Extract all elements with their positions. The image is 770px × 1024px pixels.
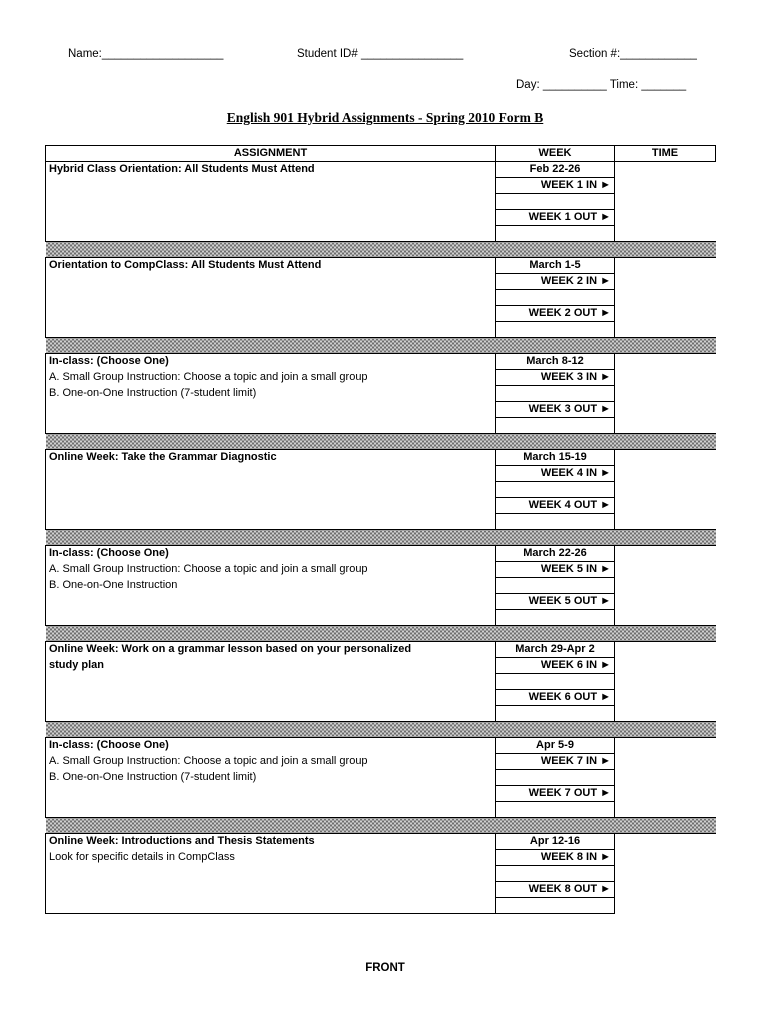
week-6-out-cell[interactable]: WEEK 6 OUT ► bbox=[496, 690, 615, 706]
table-row bbox=[46, 642, 716, 658]
column-header-time: TIME bbox=[615, 146, 716, 162]
separator-band bbox=[46, 530, 716, 546]
table-row bbox=[46, 290, 716, 306]
week-7-out-cell[interactable]: WEEK 7 OUT ► bbox=[496, 786, 615, 802]
table-row bbox=[46, 482, 716, 498]
week-2-dates: March 1-5 bbox=[496, 258, 615, 274]
week-8-blank-cell[interactable] bbox=[496, 898, 615, 914]
table-header-row bbox=[46, 146, 716, 162]
table-row bbox=[46, 882, 716, 898]
week-5-in-cell[interactable]: WEEK 5 IN ► bbox=[496, 562, 615, 578]
week-7-blank-cell[interactable] bbox=[496, 770, 615, 786]
assignment-line: Look for specific details in CompClass bbox=[46, 850, 496, 866]
table-row bbox=[46, 562, 716, 578]
time-cell[interactable] bbox=[615, 194, 716, 210]
table-row bbox=[46, 258, 716, 274]
assignment-line bbox=[46, 418, 496, 434]
week-1-out-cell[interactable]: WEEK 1 OUT ► bbox=[496, 210, 615, 226]
table-row bbox=[46, 306, 716, 322]
time-cell[interactable] bbox=[615, 786, 716, 802]
assignment-line: Online Week: Work on a grammar lesson based on your personalized bbox=[46, 642, 496, 658]
week-4-out-cell[interactable]: WEEK 4 OUT ► bbox=[496, 498, 615, 514]
time-cell[interactable] bbox=[615, 258, 716, 274]
assignment-line bbox=[46, 786, 496, 802]
time-cell[interactable] bbox=[615, 578, 716, 594]
week-6-dates: March 29-Apr 2 bbox=[496, 642, 615, 658]
time-cell[interactable] bbox=[615, 594, 716, 610]
table-row bbox=[46, 402, 716, 418]
assignment-line: Online Week: Introductions and Thesis Statements bbox=[46, 834, 496, 850]
separator-band bbox=[46, 242, 716, 258]
name-blank[interactable]: ___________________ bbox=[101, 48, 224, 60]
time-cell[interactable] bbox=[615, 562, 716, 578]
table-row bbox=[46, 450, 716, 466]
week-8-in-cell[interactable]: WEEK 8 IN ► bbox=[496, 850, 615, 866]
week-5-blank-cell[interactable] bbox=[496, 610, 615, 626]
assignment-line: In-class: (Choose One) bbox=[46, 546, 496, 562]
assignment-line bbox=[46, 402, 496, 418]
assignment-line: A. Small Group Instruction: Choose a topic and join a small group bbox=[46, 754, 496, 770]
assignment-line: Online Week: Take the Grammar Diagnostic bbox=[46, 450, 496, 466]
student-id-label: Student ID# bbox=[297, 48, 358, 60]
table-row bbox=[46, 354, 716, 370]
table-row bbox=[46, 850, 716, 866]
assignment-line bbox=[46, 466, 496, 482]
table-row bbox=[46, 610, 716, 626]
table-row bbox=[46, 834, 716, 850]
assignment-line: B. One-on-One Instruction (7-student limit) bbox=[46, 386, 496, 402]
section-field[interactable] bbox=[569, 48, 697, 60]
time-cell[interactable] bbox=[615, 514, 716, 530]
table-row bbox=[46, 658, 716, 674]
assignment-line bbox=[46, 882, 496, 898]
time-cell[interactable] bbox=[615, 210, 716, 226]
student-id-blank[interactable]: ________________ bbox=[360, 48, 464, 60]
time-cell[interactable] bbox=[615, 738, 716, 754]
assignment-line bbox=[46, 898, 496, 914]
separator-row bbox=[46, 818, 716, 834]
assignment-line bbox=[46, 322, 496, 338]
week-2-in-cell[interactable]: WEEK 2 IN ► bbox=[496, 274, 615, 290]
assignment-line: Hybrid Class Orientation: All Students Must Attend bbox=[46, 162, 496, 178]
week-1-blank-cell[interactable] bbox=[496, 226, 615, 242]
week-2-blank-cell[interactable] bbox=[496, 290, 615, 306]
table-row bbox=[46, 866, 716, 882]
time-cell[interactable] bbox=[615, 546, 716, 562]
section-label: Section #: bbox=[569, 48, 621, 60]
week-4-dates: March 15-19 bbox=[496, 450, 615, 466]
assignment-line bbox=[46, 610, 496, 626]
week-5-out-cell[interactable]: WEEK 5 OUT ► bbox=[496, 594, 615, 610]
time-cell[interactable] bbox=[615, 834, 716, 850]
separator-row bbox=[46, 626, 716, 642]
week-1-blank-cell[interactable] bbox=[496, 194, 615, 210]
name-field[interactable] bbox=[68, 48, 223, 60]
week-2-blank-cell[interactable] bbox=[496, 322, 615, 338]
table-row bbox=[46, 370, 716, 386]
table-row bbox=[46, 178, 716, 194]
time-cell[interactable] bbox=[615, 770, 716, 786]
document-title: English 901 Hybrid Assignments - Spring 2010 Form B bbox=[226, 110, 544, 125]
assignment-line bbox=[46, 674, 496, 690]
week-6-in-cell[interactable]: WEEK 6 IN ► bbox=[496, 658, 615, 674]
week-7-dates: Apr 5-9 bbox=[496, 738, 615, 754]
separator-row bbox=[46, 530, 716, 546]
time-cell[interactable] bbox=[615, 274, 716, 290]
time-cell[interactable] bbox=[615, 882, 716, 898]
assignment-table bbox=[45, 145, 716, 914]
assignment-line bbox=[46, 210, 496, 226]
assignment-line bbox=[46, 178, 496, 194]
section-blank[interactable]: ____________ bbox=[620, 48, 697, 60]
week-2-out-cell[interactable]: WEEK 2 OUT ► bbox=[496, 306, 615, 322]
assignment-line bbox=[46, 594, 496, 610]
assignment-line: Orientation to CompClass: All Students Must Attend bbox=[46, 258, 496, 274]
time-cell[interactable] bbox=[615, 370, 716, 386]
assignment-line bbox=[46, 866, 496, 882]
assignment-line: A. Small Group Instruction: Choose a topic and join a small group bbox=[46, 562, 496, 578]
week-4-blank-cell[interactable] bbox=[496, 482, 615, 498]
time-cell[interactable] bbox=[615, 498, 716, 514]
week-4-in-cell[interactable]: WEEK 4 IN ► bbox=[496, 466, 615, 482]
table-row bbox=[46, 786, 716, 802]
assignment-line bbox=[46, 690, 496, 706]
separator-band bbox=[46, 338, 716, 354]
table-row bbox=[46, 322, 716, 338]
table-row bbox=[46, 706, 716, 722]
table-row bbox=[46, 418, 716, 434]
table-row bbox=[46, 210, 716, 226]
time-cell[interactable] bbox=[615, 386, 716, 402]
assignment-line bbox=[46, 290, 496, 306]
time-cell[interactable] bbox=[615, 226, 716, 242]
assignment-line: B. One-on-One Instruction (7-student limit) bbox=[46, 770, 496, 786]
separator-row bbox=[46, 722, 716, 738]
week-7-blank-cell[interactable] bbox=[496, 802, 615, 818]
time-cell[interactable] bbox=[615, 674, 716, 690]
table-row bbox=[46, 738, 716, 754]
page-footer: FRONT bbox=[365, 962, 405, 974]
time-cell[interactable] bbox=[615, 354, 716, 370]
time-cell[interactable] bbox=[615, 642, 716, 658]
week-8-dates: Apr 12-16 bbox=[496, 834, 615, 850]
table-body bbox=[46, 162, 716, 914]
assignment-line bbox=[46, 194, 496, 210]
separator-row bbox=[46, 242, 716, 258]
assignment-line bbox=[46, 498, 496, 514]
table-row bbox=[46, 274, 716, 290]
table-row bbox=[46, 466, 716, 482]
week-3-dates: March 8-12 bbox=[496, 354, 615, 370]
time-cell[interactable] bbox=[615, 466, 716, 482]
time-cell[interactable] bbox=[615, 322, 716, 338]
time-cell[interactable] bbox=[615, 754, 716, 770]
time-cell[interactable] bbox=[615, 706, 716, 722]
column-header-week: WEEK bbox=[496, 146, 615, 162]
time-cell[interactable] bbox=[615, 610, 716, 626]
assignment-line bbox=[46, 706, 496, 722]
assignment-line: study plan bbox=[46, 658, 496, 674]
table-row bbox=[46, 802, 716, 818]
time-cell[interactable] bbox=[615, 402, 716, 418]
column-header-assignment: ASSIGNMENT bbox=[46, 146, 496, 162]
separator-row bbox=[46, 434, 716, 450]
time-cell[interactable] bbox=[615, 306, 716, 322]
time-cell[interactable] bbox=[615, 482, 716, 498]
separator-band bbox=[46, 434, 716, 450]
table-row bbox=[46, 194, 716, 210]
week-3-in-cell[interactable]: WEEK 3 IN ► bbox=[496, 370, 615, 386]
assignment-line bbox=[46, 802, 496, 818]
day-blank[interactable]: __________ bbox=[542, 79, 607, 91]
time-cell[interactable] bbox=[615, 450, 716, 466]
week-3-blank-cell[interactable] bbox=[496, 418, 615, 434]
assignment-line: In-class: (Choose One) bbox=[46, 738, 496, 754]
separator-band bbox=[46, 626, 716, 642]
assignment-line bbox=[46, 226, 496, 242]
table-row bbox=[46, 546, 716, 562]
week-6-blank-cell[interactable] bbox=[496, 706, 615, 722]
table-row bbox=[46, 386, 716, 402]
assignment-line bbox=[46, 306, 496, 322]
separator-band bbox=[46, 722, 716, 738]
week-1-in-cell[interactable]: WEEK 1 IN ► bbox=[496, 178, 615, 194]
time-cell[interactable] bbox=[615, 802, 716, 818]
table-row bbox=[46, 898, 716, 914]
time-cell[interactable] bbox=[615, 290, 716, 306]
week-5-dates: March 22-26 bbox=[496, 546, 615, 562]
week-5-blank-cell[interactable] bbox=[496, 578, 615, 594]
time-cell[interactable] bbox=[615, 162, 716, 178]
separator-row bbox=[46, 338, 716, 354]
time-cell[interactable] bbox=[615, 418, 716, 434]
time-cell[interactable] bbox=[615, 690, 716, 706]
assignment-line bbox=[46, 274, 496, 290]
separator-band bbox=[46, 818, 716, 834]
week-3-out-cell[interactable]: WEEK 3 OUT ► bbox=[496, 402, 615, 418]
assignment-line: In-class: (Choose One) bbox=[46, 354, 496, 370]
week-8-out-cell[interactable]: WEEK 8 OUT ► bbox=[496, 882, 615, 898]
assignment-line bbox=[46, 482, 496, 498]
day-time-field[interactable] bbox=[516, 79, 686, 91]
table-row bbox=[46, 162, 716, 178]
day-label: Day: bbox=[516, 79, 540, 91]
week-7-in-cell[interactable]: WEEK 7 IN ► bbox=[496, 754, 615, 770]
week-1-dates: Feb 22-26 bbox=[496, 162, 615, 178]
time-label: Time: bbox=[609, 79, 639, 91]
table-row bbox=[46, 770, 716, 786]
time-cell[interactable] bbox=[615, 866, 716, 882]
week-3-blank-cell[interactable] bbox=[496, 386, 615, 402]
week-6-blank-cell[interactable] bbox=[496, 674, 615, 690]
name-label: Name: bbox=[68, 48, 102, 60]
table-row bbox=[46, 690, 716, 706]
table-row bbox=[46, 226, 716, 242]
week-8-blank-cell[interactable] bbox=[496, 866, 615, 882]
time-cell[interactable] bbox=[615, 658, 716, 674]
table-row bbox=[46, 674, 716, 690]
assignment-line: B. One-on-One Instruction bbox=[46, 578, 496, 594]
table-row bbox=[46, 594, 716, 610]
week-4-blank-cell[interactable] bbox=[496, 514, 615, 530]
time-cell[interactable] bbox=[615, 898, 716, 914]
time-cell[interactable] bbox=[615, 178, 716, 194]
student-id-field[interactable] bbox=[297, 48, 463, 60]
assignment-line bbox=[46, 514, 496, 530]
table-row bbox=[46, 498, 716, 514]
table-row bbox=[46, 514, 716, 530]
table-row bbox=[46, 578, 716, 594]
time-cell[interactable] bbox=[615, 850, 716, 866]
assignment-line: A. Small Group Instruction: Choose a topic and join a small group bbox=[46, 370, 496, 386]
table-row bbox=[46, 754, 716, 770]
time-blank[interactable]: _______ bbox=[641, 79, 687, 91]
